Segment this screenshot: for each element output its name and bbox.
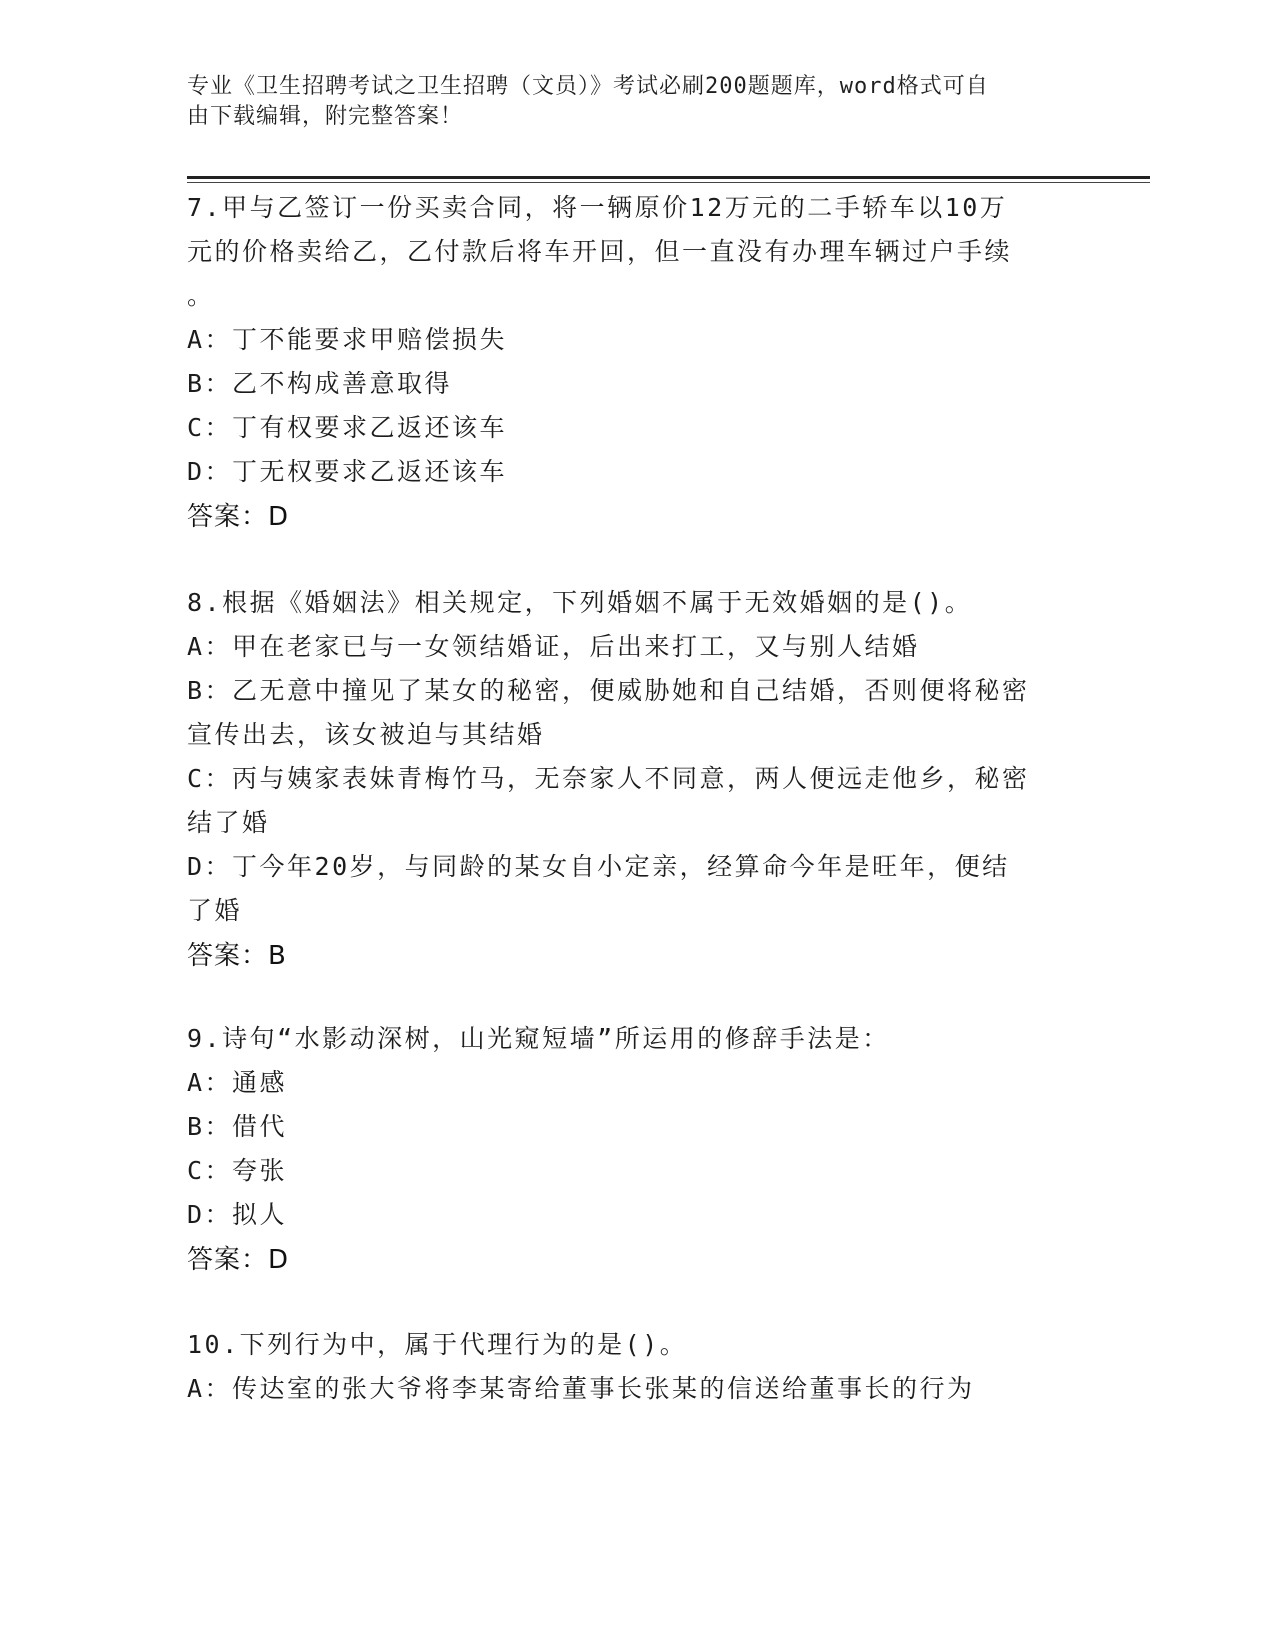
question-7-answer: 答案：D (187, 502, 290, 532)
question-8-option-b-line-1: B：乙无意中撞见了某女的秘密，便威胁她和自己结婚，否则便将秘密 (187, 676, 1030, 705)
question-8-option-d-line-2: 了婚 (187, 896, 243, 925)
question-7-stem-line-3: 。 (187, 281, 215, 310)
question-7-option-b: B：乙不构成善意取得 (187, 369, 453, 398)
question-8-stem: 8.根据《婚姻法》相关规定，下列婚姻不属于无效婚姻的是()。 (187, 588, 973, 617)
question-7-option-d: D：丁无权要求乙返还该车 (187, 457, 508, 486)
question-8-answer: 答案：B (187, 941, 287, 971)
header-divider-thin (187, 182, 1150, 183)
question-8-option-a: A：甲在老家已与一女领结婚证，后出来打工，又与别人结婚 (187, 632, 920, 661)
header-divider-thick (187, 176, 1150, 179)
question-9-option-a: A：通感 (187, 1068, 288, 1097)
question-8-option-c-line-1: C：丙与姨家表妹青梅竹马，无奈家人不同意，两人便远走他乡，秘密 (187, 764, 1030, 793)
question-7-option-c: C：丁有权要求乙返还该车 (187, 413, 508, 442)
question-8-option-d-line-1: D：丁今年20岁，与同龄的某女自小定亲，经算命今年是旺年，便结 (187, 852, 1010, 881)
header-line-1: 专业《卫生招聘考试之卫生招聘（文员）》考试必刷200题题库，word格式可自 (187, 74, 989, 99)
question-9-option-d: D：拟人 (187, 1200, 288, 1229)
question-8-option-b-line-2: 宣传出去，该女被迫与其结婚 (187, 720, 545, 749)
question-9-option-c: C：夸张 (187, 1156, 288, 1185)
question-8-option-c-line-2: 结了婚 (187, 808, 270, 837)
question-7-stem-line-2: 元的价格卖给乙，乙付款后将车开回，但一直没有办理车辆过户手续 (187, 237, 1013, 266)
question-10-option-a: A：传达室的张大爷将李某寄给董事长张某的信送给董事长的行为 (187, 1374, 975, 1403)
document-header (187, 72, 1067, 132)
question-9-stem: 9.诗句“水影动深树，山光窥短墙”所运用的修辞手法是： (187, 1024, 890, 1053)
question-10-stem: 10.下列行为中，属于代理行为的是()。 (187, 1330, 688, 1359)
question-9-answer: 答案：D (187, 1245, 290, 1275)
header-line-2: 由下载编辑，附完整答案！ (187, 104, 464, 129)
question-9-option-b: B：借代 (187, 1112, 288, 1141)
question-7-option-a: A：丁不能要求甲赔偿损失 (187, 325, 508, 354)
question-7-stem-line-1: 7.甲与乙签订一份买卖合同，将一辆原价12万元的二手轿车以10万 (187, 193, 1008, 222)
